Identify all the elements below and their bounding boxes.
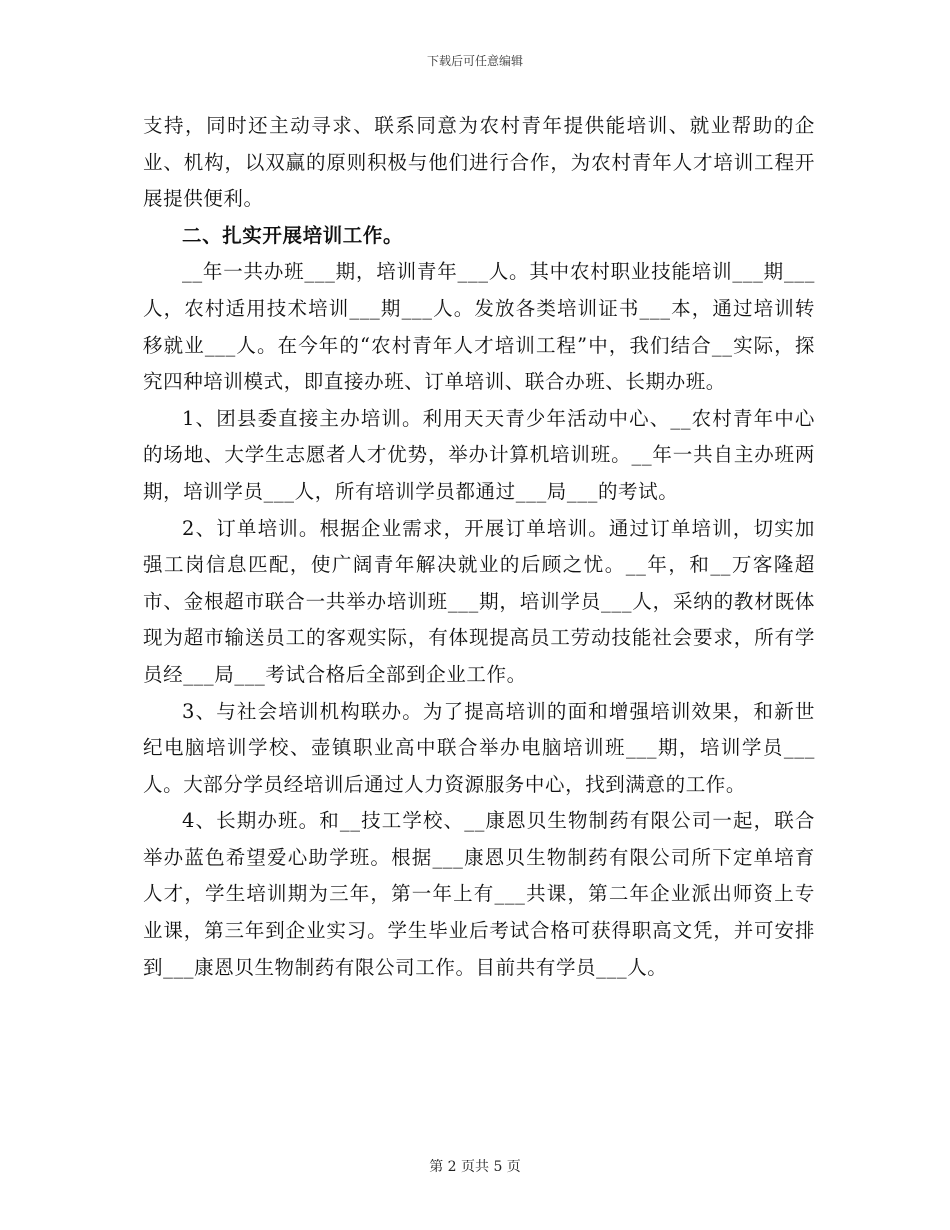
section-heading: 二、扎实开展培训工作。 — [182, 223, 404, 247]
document-body — [143, 108, 815, 986]
paragraph-item-1: 1、团县委直接主办培训。利用天天青少年活动中心、__农村青年中心的场地、大学生志愿者人才优势，举办计算机培训班。__年一共自主办班两期，培训学员___人，所有培训学员都通过___局___的考试。 — [143, 406, 815, 503]
page-header: 下载后可任意编辑 — [426, 54, 523, 68]
paragraph-item-2: 2、订单培训。根据企业需求，开展订单培训。通过订单培训，切实加强工岗信息匹配，使广阔青年解决就业的后顾之忧。__年，和__万客隆超市、金根超市联合一共举办培训班___期，培训学员___人，采纳的教材既体现为超市输送员工的客观实际，有体现提高员工劳动技能社会要求，所有学员经___局___考试合格后全部到企业工作。 — [143, 516, 815, 686]
paragraph-item-4: 4、长期办班。和__技工学校、__康恩贝生物制药有限公司一起，联合举办蓝色希望爱心助学班。根据___康恩贝生物制药有限公司所下定单培育人才，学生培训期为三年，第一年上有___共课，第二年企业派出师资上专业课，第三年到企业实习。学生毕业后考试合格可获得职高文凭，并可安排到___康恩贝生物制药有限公司工作。目前共有学员___人。 — [143, 809, 815, 979]
page-footer: 第 2 页共 5 页 — [429, 1159, 521, 1175]
paragraph-continuation: 支持，同时还主动寻求、联系同意为农村青年提供能培训、就业帮助的企业、机构，以双赢的原则积极与他们进行合作，为农村青年人才培训工程开展提供便利。 — [143, 114, 815, 211]
paragraph-summary: __年一共办班___期，培训青年___人。其中农村职业技能培训___期___人，农村适用技术培训___期___人。发放各类培训证书___本，通过培训转移就业___人。在今年的“农村青年人才培训工程”中，我们结合__实际，探究四种培训模式，即直接办班、订单培训、联合办班、长期办班。 — [143, 260, 815, 394]
paragraph-item-3: 3、与社会培训机构联办。为了提高培训的面和增强培训效果，和新世纪电脑培训学校、壶镇职业高中联合举办电脑培训班___期，培训学员___人。大部分学员经培训后通过人力资源服务中心，找到满意的工作。 — [143, 699, 815, 796]
